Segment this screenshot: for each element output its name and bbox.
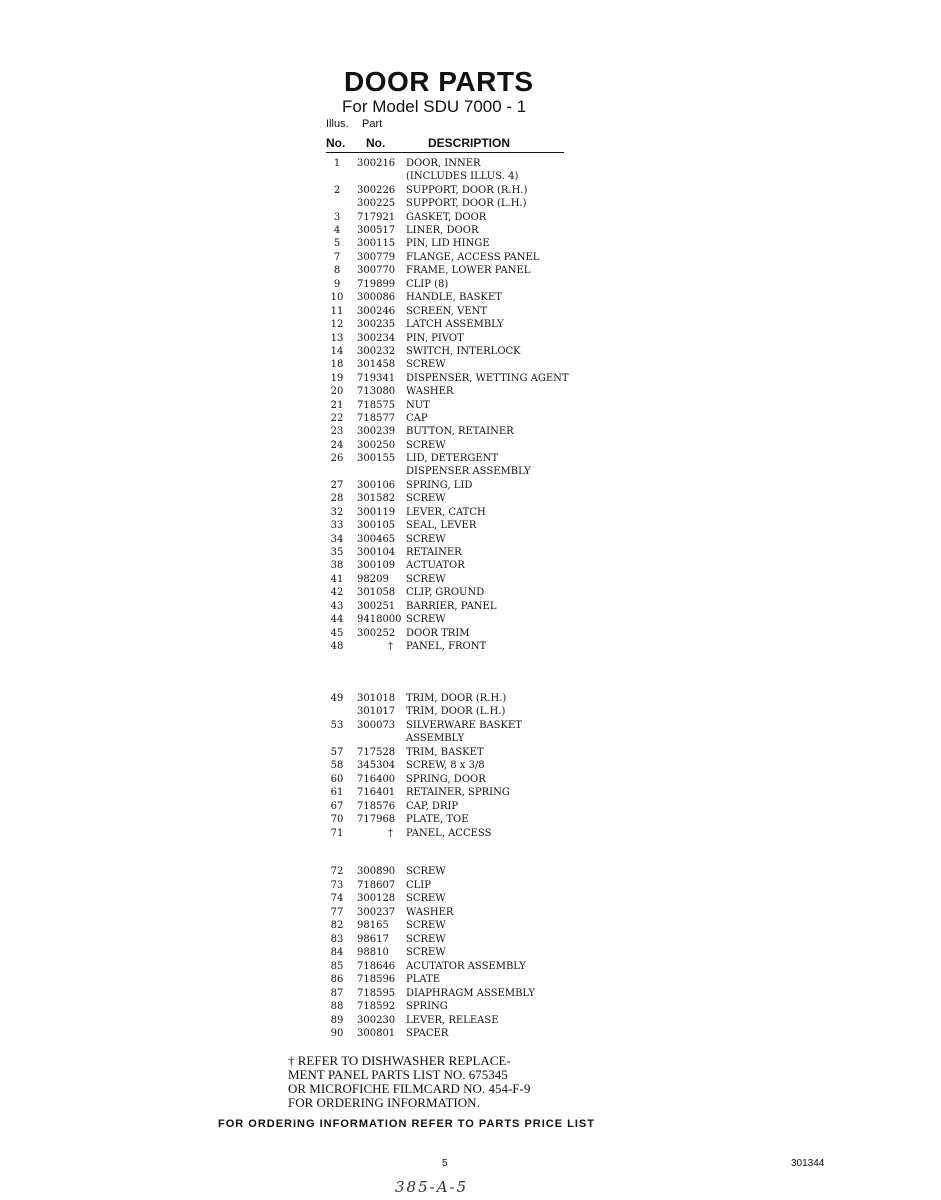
part-number: 300230 — [357, 1015, 396, 1026]
illus-number: 70 — [330, 814, 344, 825]
part-number: 301582 — [357, 493, 396, 504]
model-subtitle: For Model SDU 7000 - 1 — [342, 97, 527, 116]
illus-number: 27 — [330, 480, 344, 491]
part-number: 300234 — [357, 333, 396, 344]
part-number: 300128 — [357, 893, 396, 904]
part-description: LID, DETERGENT — [406, 453, 499, 464]
illus-number: 5 — [333, 238, 341, 249]
illus-number: 13 — [330, 333, 344, 344]
part-description: SCREW — [406, 534, 446, 545]
illus-number: 20 — [330, 386, 344, 397]
illus-number: 87 — [330, 988, 344, 999]
illus-number: 14 — [330, 346, 344, 357]
part-description: NUT — [406, 400, 430, 411]
part-number: 301018 — [357, 693, 396, 704]
part-number: 300104 — [357, 547, 396, 558]
part-description: DISPENSER, WETTING AGENT — [406, 373, 569, 384]
part-description: ASSEMBLY — [406, 733, 465, 744]
part-number: 345304 — [357, 760, 396, 771]
part-description: SCREEN, VENT — [406, 306, 488, 317]
part-number: 300216 — [357, 158, 396, 169]
illus-number: 8 — [333, 265, 341, 276]
part-description: LEVER, RELEASE — [406, 1015, 499, 1026]
illus-number: 83 — [330, 934, 344, 945]
part-number: 98617 — [357, 934, 389, 945]
part-description: CAP, DRIP — [406, 801, 459, 812]
part-number: 300073 — [357, 720, 396, 731]
part-description: CLIP (8) — [406, 279, 449, 290]
part-number: 300237 — [357, 907, 396, 918]
part-number: 300770 — [357, 265, 396, 276]
part-description: DOOR, INNER — [406, 158, 481, 169]
part-header-top: Part — [362, 118, 383, 130]
part-description: DIAPHRAGM ASSEMBLY — [406, 988, 536, 999]
part-number: 718576 — [357, 801, 396, 812]
part-number: 718596 — [357, 974, 396, 985]
part-number: 300250 — [357, 440, 396, 451]
part-number: 98209 — [357, 574, 389, 585]
part-number: 300239 — [357, 426, 396, 437]
part-description: FLANGE, ACCESS PANEL — [406, 252, 540, 263]
illus-number: 12 — [330, 319, 344, 330]
part-number: 718646 — [357, 961, 396, 972]
part-description: SEAL, LEVER — [406, 520, 477, 531]
illus-number: 33 — [330, 520, 344, 531]
illus-number: 11 — [330, 306, 344, 317]
part-number: 300890 — [357, 866, 396, 877]
part-description: GASKET, DOOR — [406, 212, 487, 223]
part-number: 300232 — [357, 346, 396, 357]
illus-number: 38 — [330, 560, 344, 571]
part-description: DISPENSER ASSEMBLY — [406, 466, 531, 477]
illus-number: 90 — [330, 1028, 344, 1039]
part-description: PANEL, FRONT — [406, 641, 487, 652]
part-number: 717968 — [357, 814, 396, 825]
part-number: 300086 — [357, 292, 396, 303]
illus-number: 42 — [330, 587, 344, 598]
part-description: SPRING, LID — [406, 480, 473, 491]
part-number: 300109 — [357, 560, 396, 571]
part-number: 300235 — [357, 319, 396, 330]
part-number: 717921 — [357, 212, 396, 223]
illus-number: 44 — [330, 614, 344, 625]
part-number: 300465 — [357, 534, 396, 545]
illus-number: 24 — [330, 440, 344, 451]
part-number: 719341 — [357, 373, 396, 384]
part-description: BARRIER, PANEL — [406, 601, 497, 612]
part-description: LINER, DOOR — [406, 225, 479, 236]
part-description: TRIM, BASKET — [406, 747, 484, 758]
part-description: SCREW — [406, 440, 446, 451]
illus-number: 43 — [330, 601, 344, 612]
part-description: SILVERWARE BASKET — [406, 720, 522, 731]
part-description: WASHER — [406, 386, 454, 397]
part-number: 718595 — [357, 988, 396, 999]
part-description: SCREW — [406, 934, 446, 945]
part-number: 300119 — [357, 507, 396, 518]
illus-header-top: Illus. — [326, 118, 349, 130]
part-description: SUPPORT, DOOR (R.H.) — [406, 185, 528, 196]
part-description: HANDLE, BASKET — [406, 292, 502, 303]
page-title: DOOR PARTS — [344, 66, 534, 97]
illus-number: 2 — [333, 185, 341, 196]
part-description: SCREW, 8 x 3/8 — [406, 760, 485, 771]
part-description: TRIM, DOOR (L.H.) — [406, 706, 506, 717]
part-description: DOOR TRIM — [406, 628, 470, 639]
replacement-panel-note: † REFER TO DISHWASHER REPLACE- MENT PANEL PARTS LIST NO. 675345 OR MICROFICHE FILMCARD NO. 454-F-9 FOR ORDERING INFORMATION. — [288, 1053, 531, 1110]
illus-number: 57 — [330, 747, 344, 758]
part-description: PLATE, TOE — [406, 814, 469, 825]
illus-number: 22 — [330, 413, 344, 424]
part-number: 300251 — [357, 601, 396, 612]
part-number: 713080 — [357, 386, 396, 397]
part-description: LATCH ASSEMBLY — [406, 319, 504, 330]
part-no-header: No. — [366, 136, 386, 150]
illus-number: 21 — [330, 400, 344, 411]
part-description: PLATE — [406, 974, 441, 985]
illus-number: 34 — [330, 534, 344, 545]
document-number: 301344 — [791, 1158, 825, 1169]
part-number: 718607 — [357, 880, 396, 891]
part-description: CLIP — [406, 880, 431, 891]
illus-number: 19 — [330, 373, 344, 384]
part-number: 301458 — [357, 359, 396, 370]
illus-number: 88 — [330, 1001, 344, 1012]
page-number: 5 — [442, 1158, 448, 1169]
part-description: CAP — [406, 413, 428, 424]
illus-number: 74 — [330, 893, 344, 904]
illus-number: 26 — [330, 453, 344, 464]
illus-number: 67 — [330, 801, 344, 812]
part-number: 301017 — [357, 706, 396, 717]
part-description: (INCLUDES ILLUS. 4) — [406, 171, 519, 182]
part-number: 717528 — [357, 747, 396, 758]
part-description: SCREW — [406, 920, 446, 931]
part-number: 716400 — [357, 774, 396, 785]
illus-number: 45 — [330, 628, 344, 639]
illus-number: 7 — [333, 252, 341, 263]
part-number: 300105 — [357, 520, 396, 531]
handwritten-annotation: 385-A-5 — [395, 1178, 469, 1196]
part-description: PIN, LID HINGE — [406, 238, 490, 249]
illus-number: 71 — [330, 828, 344, 839]
illus-number: 60 — [330, 774, 344, 785]
illus-number: 86 — [330, 974, 344, 985]
part-description: SPACER — [406, 1028, 449, 1039]
illus-number: 32 — [330, 507, 344, 518]
illus-number: 89 — [330, 1015, 344, 1026]
part-number: 300517 — [357, 225, 396, 236]
part-description: SWITCH, INTERLOCK — [406, 346, 521, 357]
part-description: SCREW — [406, 614, 446, 625]
part-description: CLIP, GROUND — [406, 587, 485, 598]
illus-number: 28 — [330, 493, 344, 504]
part-description: WASHER — [406, 907, 454, 918]
illus-number: 18 — [330, 359, 344, 370]
part-number: † — [388, 641, 393, 652]
part-number: 300779 — [357, 252, 396, 263]
part-description: SPRING, DOOR — [406, 774, 486, 785]
part-description: TRIM, DOOR (R.H.) — [406, 693, 507, 704]
illus-number: 73 — [330, 880, 344, 891]
illus-number: 84 — [330, 947, 344, 958]
illus-number: 72 — [330, 866, 344, 877]
part-number: 300252 — [357, 628, 396, 639]
part-number: † — [388, 828, 393, 839]
illus-number: 85 — [330, 961, 344, 972]
part-number: 300225 — [357, 198, 396, 209]
illus-number: 41 — [330, 574, 344, 585]
part-description: FRAME, LOWER PANEL — [406, 265, 531, 276]
part-number: 300106 — [357, 480, 396, 491]
part-description: PANEL, ACCESS — [406, 828, 492, 839]
illus-number: 3 — [333, 212, 341, 223]
part-description: SUPPORT, DOOR (L.H.) — [406, 198, 527, 209]
part-description: SPRING — [406, 1001, 448, 1012]
part-description: RETAINER, SPRING — [406, 787, 510, 798]
part-number: 718575 — [357, 400, 396, 411]
part-description: BUTTON, RETAINER — [406, 426, 514, 437]
part-description: SCREW — [406, 574, 446, 585]
ordering-footer: FOR ORDERING INFORMATION REFER TO PARTS PRICE LIST — [218, 1118, 595, 1130]
illus-number: 77 — [330, 907, 344, 918]
part-number: 300115 — [357, 238, 396, 249]
illus-number: 9 — [333, 279, 341, 290]
part-number: 301058 — [357, 587, 396, 598]
part-number: 98165 — [357, 920, 389, 931]
illus-number: 1 — [333, 158, 341, 169]
part-description: SCREW — [406, 359, 446, 370]
part-description: SCREW — [406, 893, 446, 904]
part-number: 718592 — [357, 1001, 396, 1012]
illus-number: 10 — [330, 292, 344, 303]
illus-number: 23 — [330, 426, 344, 437]
illus-number: 61 — [330, 787, 344, 798]
part-number: 300155 — [357, 453, 396, 464]
part-number: 300246 — [357, 306, 396, 317]
illus-number: 82 — [330, 920, 344, 931]
part-number: 98810 — [357, 947, 389, 958]
part-description: PIN, PIVOT — [406, 333, 464, 344]
illus-number: 4 — [333, 225, 341, 236]
part-description: SCREW — [406, 493, 446, 504]
part-description: SCREW — [406, 866, 446, 877]
part-description: ACUTATOR ASSEMBLY — [406, 961, 526, 972]
part-number: 716401 — [357, 787, 396, 798]
part-number: 300801 — [357, 1028, 396, 1039]
part-description: SCREW — [406, 947, 446, 958]
illus-number: 48 — [330, 641, 344, 652]
illus-number: 35 — [330, 547, 344, 558]
part-description: RETAINER — [406, 547, 462, 558]
part-number: 718577 — [357, 413, 396, 424]
illus-number: 58 — [330, 760, 344, 771]
illus-no-header: No. — [326, 136, 346, 150]
part-number: 300226 — [357, 185, 396, 196]
illus-number: 53 — [330, 720, 344, 731]
part-description: LEVER, CATCH — [406, 507, 486, 518]
description-header: DESCRIPTION — [428, 136, 511, 150]
part-number: 9418000 — [357, 614, 402, 625]
illus-number: 49 — [330, 693, 344, 704]
part-description: ACTUATOR — [406, 560, 465, 571]
part-number: 719899 — [357, 279, 396, 290]
